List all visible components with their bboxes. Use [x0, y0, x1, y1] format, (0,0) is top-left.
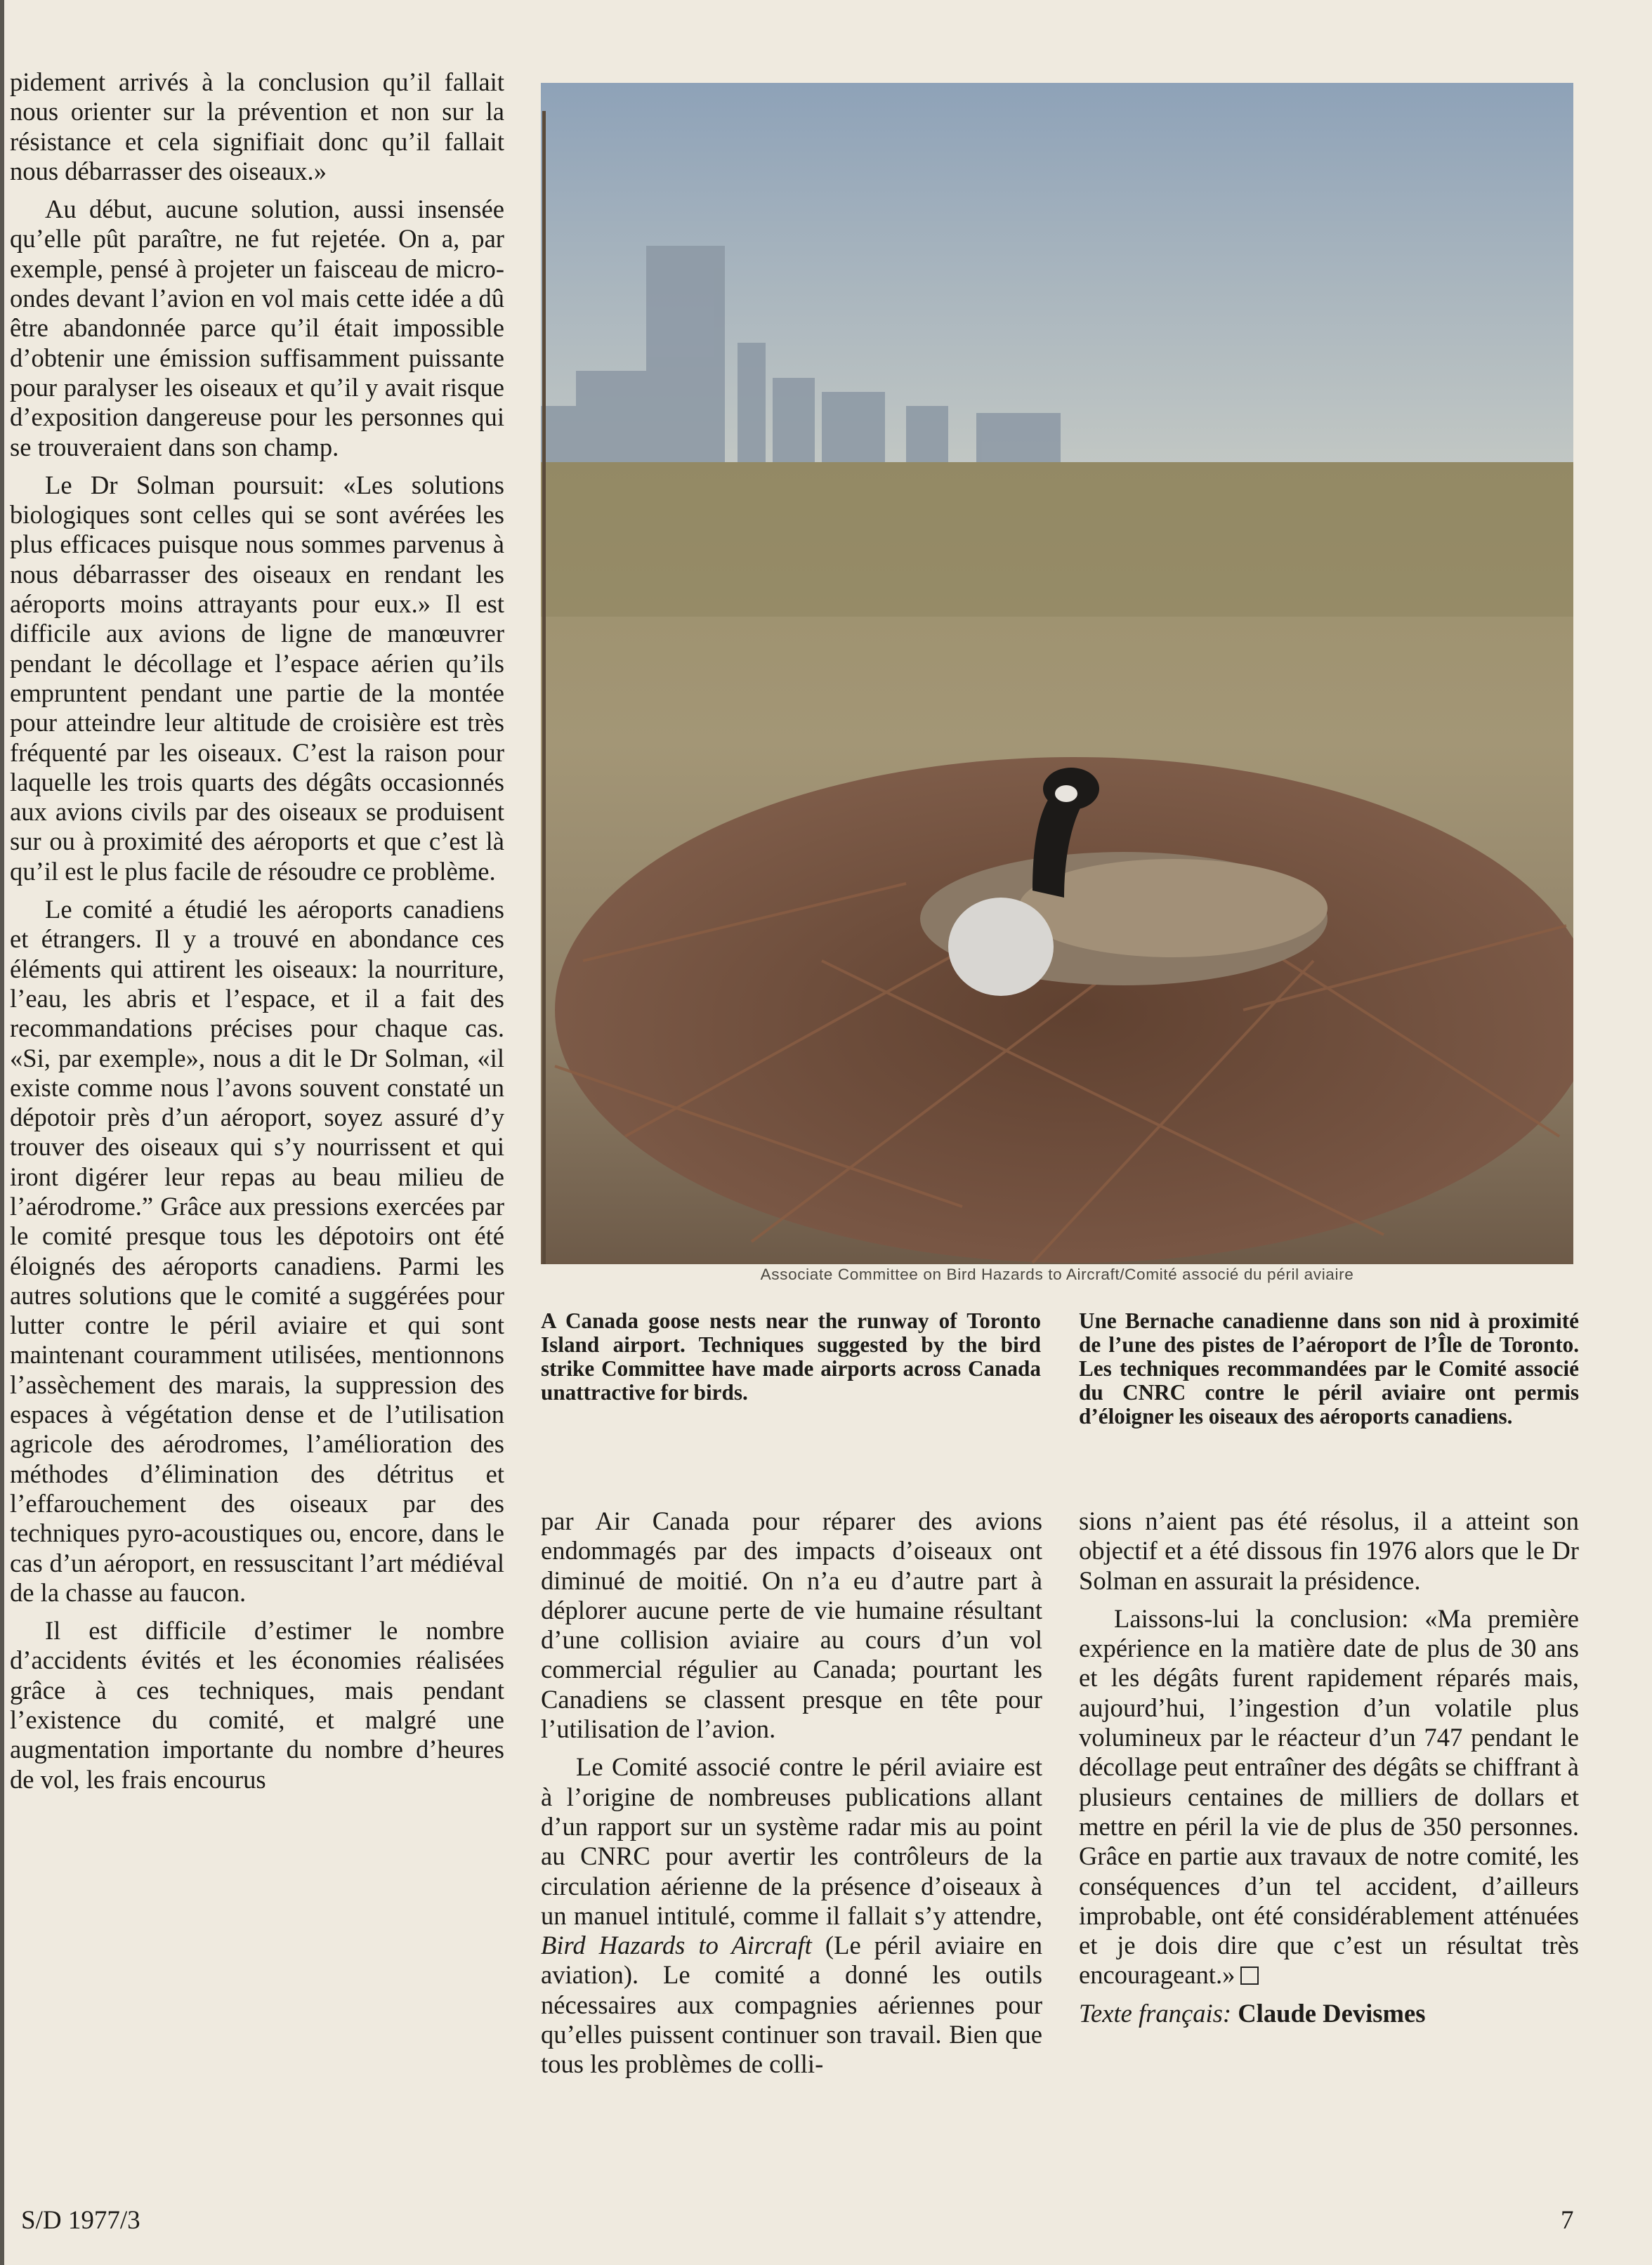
page-binding-edge — [0, 0, 4, 2265]
goose-nest-photo — [541, 83, 1573, 1264]
translator-label: Texte français: — [1079, 1998, 1232, 2028]
caption-english: A Canada goose nests near the runway of Toronto Island airport. Techniques suggested by the bird strike Committee have made airports across Canada unattractive for birds. — [541, 1308, 1041, 1405]
translator-credit — [1079, 1999, 1579, 2028]
middle-paragraph-2 — [541, 1752, 1042, 2079]
left-paragraph-3: Le Dr Solman poursuit: «Les solutions biologiques sont celles qui se sont avérées les plus efficaces puisque nous sommes parvenus à nous débarrasser des oiseaux en rendant les aéroports moins attrayants pour eux.» Il est difficile aux avions de ligne de manœuvrer pendant le décollage et l’espace aérien qu’ils empruntent pendant une partie de la montée pour atteindre leur altitude de croisière est très fréquenté par les oiseaux. C’est la raison pour laquelle les trois quarts des dégâts occasionnés aux avions civils par des oiseaux se produisent sur ou à proximité des aéroports et que c’est là qu’il est le plus facile de résoudre ce problème. — [10, 470, 504, 886]
middle-paragraph-1: par Air Canada pour réparer des avions endommagés par des impacts d’oiseaux ont diminué de moitié. On n’a eu d’autre part à déplorer aucune perte de vie humaine résultant d’une collision aviaire au cours d’un vol commercial régulier au Canada; pourtant les Canadiens se classent presque en tête pour l’utilisation de l’avion. — [541, 1506, 1042, 1744]
left-paragraph-5: Il est difficile d’estimer le nombre d’accidents évités et les économies réalisées grâce à ces techniques, mais pendant l’existence du comité, et malgré une augmentation importante du nombre d’heures de vol, les frais encourus — [10, 1616, 504, 1794]
left-paragraph-1: pidement arrivés à la conclusion qu’il fallait nous orienter sur la prévention et non sur la résistance et cela signifiait donc qu’il fallait nous débarrasser des oiseaux.» — [10, 67, 504, 185]
left-text-column — [10, 67, 504, 1803]
end-of-article-box-icon — [1240, 1967, 1259, 1985]
issue-folio: S/D 1977/3 — [21, 2206, 140, 2235]
right-text-column — [1079, 1506, 1579, 2037]
right-paragraph-1: sions n’aient pas été résolus, il a atteint son objectif et a été dissous fin 1976 alors que le Dr Solman en assurait la présidence. — [1079, 1506, 1579, 1595]
middle-paragraph-2-end: (Le péril aviaire en aviation). Le comité a donné les outils nécessaires aux compagnies aériennes pour qu’elles puissent continuer son travail. Bien que tous les problèmes de colli- — [541, 1931, 1042, 2079]
left-paragraph-4: Le comité a étudié les aéroports canadiens et étrangers. Il y a trouvé en abondance ces éléments qui attirent les oiseaux: la nourriture, l’eau, les abris et l’espace, et il a fait des recommandations précises pour chaque cas. «Si, par exemple», nous a dit le Dr Solman, «il existe comme nous l’avons souvent constaté un dépotoir près d’un aéroport, soyez assuré d’y trouver des oiseaux qui s’y nourrissent et qui iront digérer leur repas au beau milieu de l’aérodrome.” Grâce aux pressions exercées par le comité presque tous les dépotoirs ont été éloignés des aéroports canadiens. Parmi les autres solutions que le comité a suggérées pour lutter contre le péril aviaire et qui sont maintenant couramment utilisées, mentionnons l’assèchement des marais, la suppression des espaces à végétation dense et de l’utilisation agricole des aérodromes, l’amélioration des méthodes d’élimination des détritus et l’effarouchement des oiseaux par des techniques pyro-acoustiques ou, encore, dans le cas d’un aéroport, en ressuscitant l’art médiéval de la chasse au faucon. — [10, 895, 504, 1607]
middle-paragraph-2-start: Le Comité associé contre le péril aviaire est à l’origine de nombreuses publications allant d’un rapport sur un système radar mis au point au CNRC pour avertir les contrôleurs de la circulation aérienne de la présence d’oiseaux à un manuel intitulé, comme il fallait s’y attendre, — [541, 1752, 1042, 1930]
photo-credit: Associate Committee on Bird Hazards to Aircraft/Comité associé du péril aviaire — [760, 1266, 1354, 1283]
left-paragraph-2: Au début, aucune solution, aussi insensée qu’elle pût paraître, ne fut rejetée. On a, par exemple, pensé à projeter un faisceau de micro-ondes devant l’avion en vol mais cette idée a dû être abandonnée parce qu’il était impossible d’obtenir une émission suffisamment puissante pour paralyser les oiseaux et qu’il y avait risque d’exposition dangereuse pour les personnes qui se trouveraient dans son champ. — [10, 195, 504, 461]
translator-name: Claude Devismes — [1238, 1998, 1426, 2028]
page-number: 7 — [1561, 2206, 1574, 2235]
right-paragraph-2 — [1079, 1604, 1579, 1990]
right-paragraph-2-text: Laissons-lui la conclusion: «Ma première expérience en la matière date de plus de 30 ans et les dégâts furent rapidement réparés mais, aujourd’hui, l’ingestion d’un volatile plus volumineux par le réacteur d’un 747 pendant le décollage peut entraîner des dégâts se chiffrant à plusieurs centaines de milliers de dollars et mettre en péril la vie de plus de 350 personnes. Grâce en partie aux travaux de notre comité, les conséquences d’un tel accident, d’ailleurs improbable, ont été considérablement atténuées et je dois dire que c’est un résultat très encourageant.» — [1079, 1603, 1579, 1990]
book-title: Bird Hazards to Aircraft — [541, 1931, 812, 1960]
middle-text-column — [541, 1506, 1042, 2088]
caption-french: Une Bernache canadienne dans son nid à proximité de l’une des pistes de l’aéroport de l’Île de Toronto. Les techniques recommandées par le Comité associé du CNRC contre le péril aviaire ont permis d’éloigner les oiseaux des aéroports canadiens. — [1079, 1308, 1579, 1429]
